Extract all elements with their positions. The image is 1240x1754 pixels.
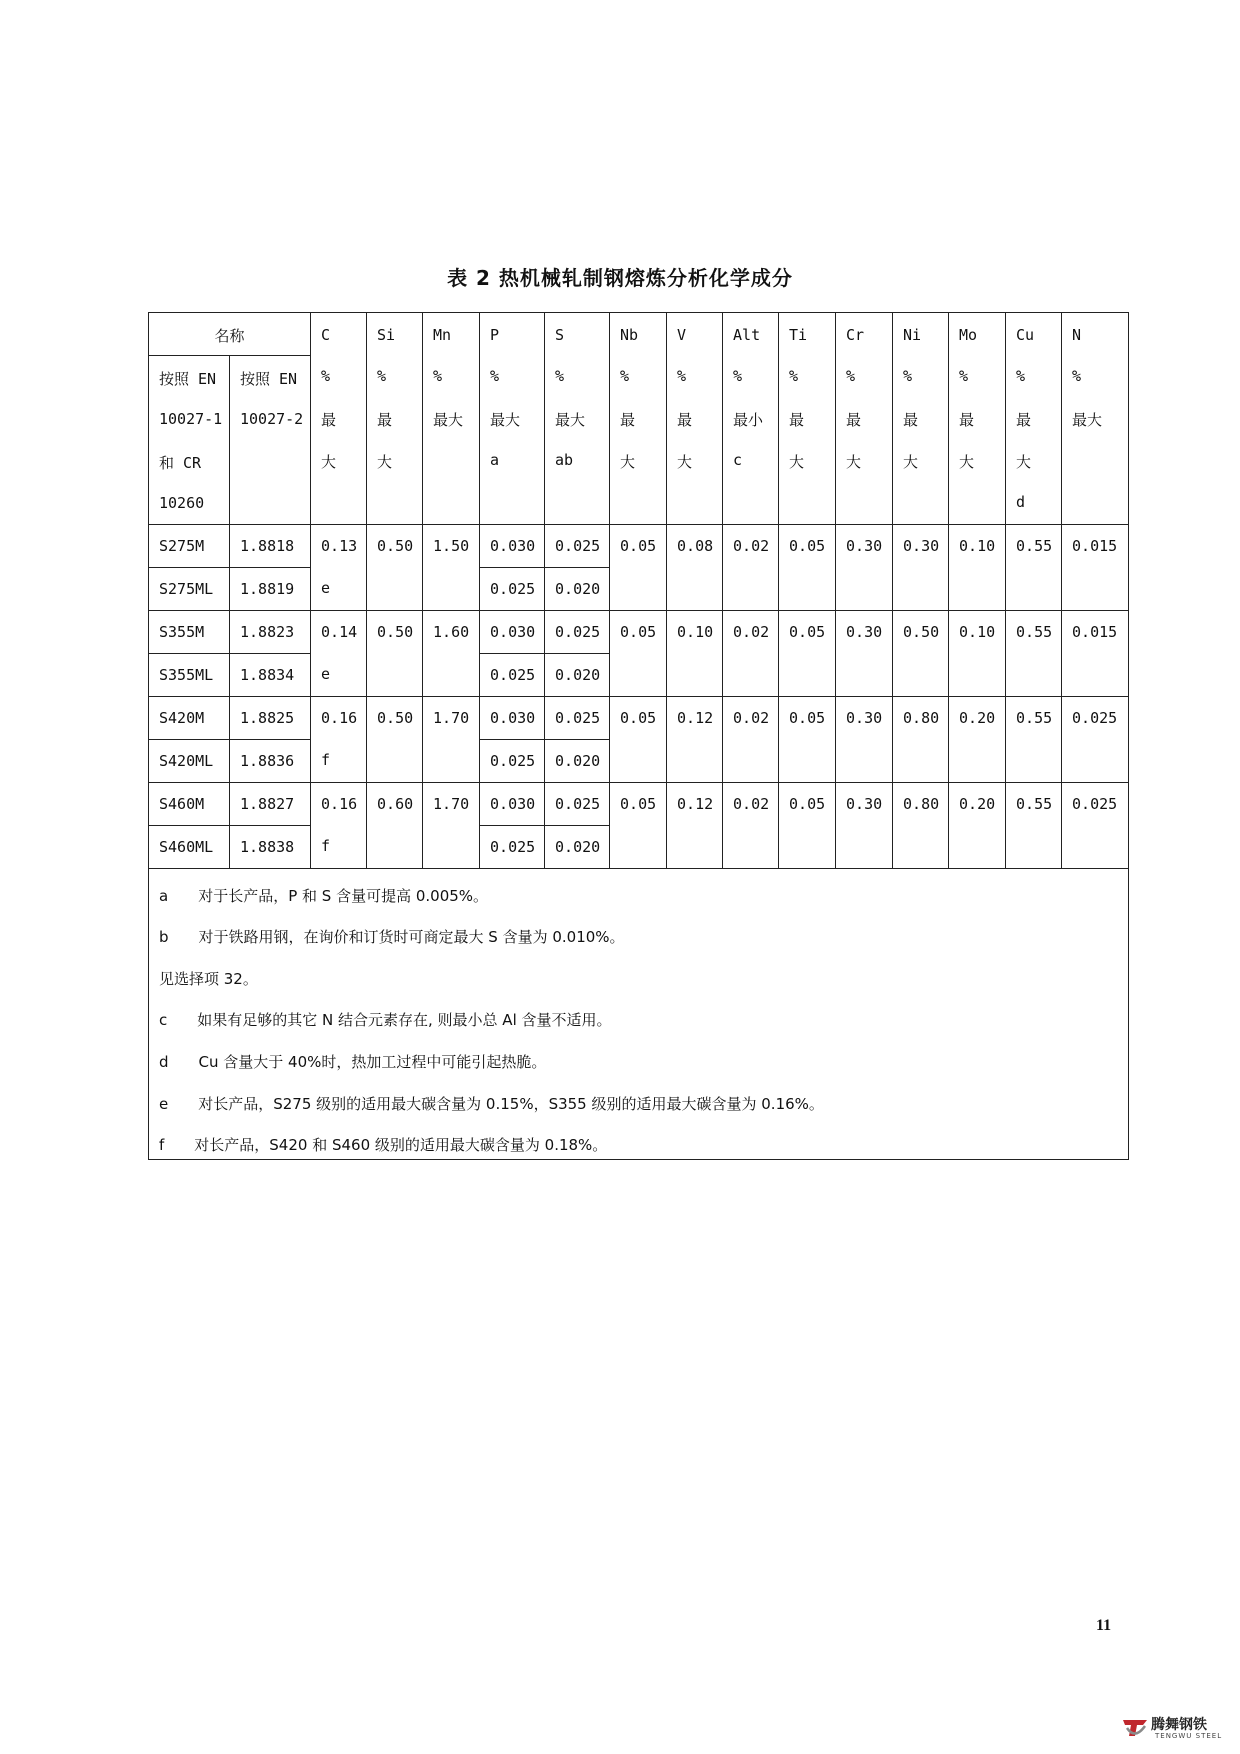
element-header-line: % [555, 367, 565, 385]
element-cell-p [480, 826, 545, 869]
standard-header-line: 按照 EN [159, 370, 217, 388]
element-cell-mn [423, 525, 480, 611]
element-header-line: 最 [677, 411, 693, 429]
steel-name-cell [149, 826, 230, 869]
notes-row [149, 869, 1129, 1160]
element-header-line: d [1016, 493, 1026, 511]
element-cell-nb [610, 783, 667, 869]
element-header-line: Cr [846, 326, 865, 344]
element-value: 0.30 [846, 537, 883, 555]
element-header [1006, 313, 1062, 525]
element-header-line: % [677, 367, 687, 385]
element-header-line: % [789, 367, 799, 385]
steel-name-cell [149, 697, 230, 740]
element-header-line: Ti [789, 326, 808, 344]
element-value: 0.20 [959, 795, 996, 813]
carbon-cell [311, 611, 367, 697]
element-header [311, 313, 367, 525]
element-cell-ti [779, 611, 836, 697]
element-value: 0.025 [490, 666, 536, 684]
element-value: 0.05 [620, 537, 657, 555]
header-row [149, 313, 1129, 356]
carbon-footnote: e [321, 579, 331, 597]
logo-name-en: TENGWU STEEL [1155, 1732, 1223, 1740]
steel-number-cell [230, 826, 311, 869]
element-value: 0.05 [789, 537, 826, 555]
element-cell-si [367, 611, 423, 697]
carbon-cell [311, 783, 367, 869]
element-cell-s [545, 525, 610, 568]
element-cell-s [545, 654, 610, 697]
steel-name: S420M [159, 709, 205, 727]
element-header-line: % [490, 367, 500, 385]
footnotes [149, 869, 1129, 1160]
element-header [723, 313, 779, 525]
element-header-line: 大 [903, 453, 919, 471]
element-cell-si [367, 783, 423, 869]
element-value: 0.60 [377, 795, 414, 813]
element-header-line: 大 [1016, 453, 1032, 471]
element-value: 0.030 [490, 709, 536, 727]
element-value: 0.020 [555, 838, 601, 856]
element-value: 1.60 [433, 623, 470, 641]
carbon-value: 0.14 [321, 623, 358, 641]
element-header-line: 最大 [433, 411, 464, 429]
element-header-line: Ni [903, 326, 922, 344]
element-cell-si [367, 697, 423, 783]
element-value: 0.020 [555, 752, 601, 770]
steel-number: 1.8838 [240, 838, 295, 856]
element-header-line: 大 [377, 453, 393, 471]
element-value: 0.05 [789, 709, 826, 727]
element-header-line: a [490, 451, 500, 469]
standard-header [230, 356, 311, 525]
element-cell-mn [423, 783, 480, 869]
carbon-footnote: f [321, 837, 331, 855]
element-header [667, 313, 723, 525]
element-cell-n [1062, 783, 1129, 869]
element-value: 0.030 [490, 537, 536, 555]
name-header-label: 名称 [214, 327, 245, 345]
element-value: 0.015 [1072, 623, 1118, 641]
element-value: 0.30 [846, 623, 883, 641]
element-cell-cu [1006, 525, 1062, 611]
element-cell-v [667, 525, 723, 611]
element-cell-si [367, 525, 423, 611]
element-header-line: Alt [733, 326, 761, 344]
element-cell-cr [836, 697, 893, 783]
element-value: 0.05 [620, 623, 657, 641]
element-header-line: % [620, 367, 630, 385]
element-header-line: 最 [321, 411, 337, 429]
element-value: 0.025 [490, 580, 536, 598]
element-value: 0.55 [1016, 795, 1053, 813]
element-value: 0.10 [677, 623, 714, 641]
element-header-line: % [959, 367, 969, 385]
element-header-line: ab [555, 451, 574, 469]
carbon-value: 0.16 [321, 795, 358, 813]
table-row [149, 611, 1129, 654]
element-header-line: % [846, 367, 856, 385]
element-value: 0.30 [903, 537, 940, 555]
element-value: 0.02 [733, 623, 770, 641]
element-cell-mn [423, 611, 480, 697]
element-value: 0.30 [846, 709, 883, 727]
element-value: 0.55 [1016, 537, 1053, 555]
logo-name-cn: 腾舞钢铁 [1151, 1717, 1207, 1733]
element-header-line: 大 [959, 453, 975, 471]
carbon-value: 0.13 [321, 537, 358, 555]
element-cell-nb [610, 525, 667, 611]
tengwu-logo-icon [1121, 1716, 1149, 1740]
table-row [149, 783, 1129, 826]
element-value: 0.05 [789, 795, 826, 813]
steel-name-cell [149, 654, 230, 697]
element-cell-p [480, 740, 545, 783]
name-header [149, 313, 311, 356]
steel-number: 1.8818 [240, 537, 295, 555]
element-header-line: c [733, 451, 743, 469]
element-value: 0.030 [490, 623, 536, 641]
standard-header-line: 10260 [159, 494, 205, 512]
element-cell-nb [610, 611, 667, 697]
element-cell-v [667, 783, 723, 869]
carbon-cell [311, 697, 367, 783]
element-cell-nb [610, 697, 667, 783]
element-value: 0.20 [959, 709, 996, 727]
element-header-line: 最 [846, 411, 862, 429]
element-cell-v [667, 697, 723, 783]
carbon-cell [311, 525, 367, 611]
steel-number: 1.8836 [240, 752, 295, 770]
element-header-line: % [433, 367, 443, 385]
element-header-line: % [321, 367, 331, 385]
element-cell-alt [723, 611, 779, 697]
element-header [779, 313, 836, 525]
element-header [610, 313, 667, 525]
element-cell-mo [949, 611, 1006, 697]
element-value: 0.50 [377, 623, 414, 641]
element-header-line: Nb [620, 326, 639, 344]
steel-number-cell [230, 697, 311, 740]
steel-number: 1.8823 [240, 623, 295, 641]
element-cell-alt [723, 783, 779, 869]
element-value: 0.30 [846, 795, 883, 813]
element-header-line: 最小 [733, 411, 764, 429]
element-header-line: V [677, 326, 687, 344]
element-value: 0.05 [789, 623, 826, 641]
element-header-line: % [903, 367, 913, 385]
element-header-line: 大 [677, 453, 693, 471]
element-cell-mo [949, 525, 1006, 611]
steel-number-cell [230, 654, 311, 697]
element-header-line: 最大 [555, 411, 586, 429]
element-value: 0.12 [677, 709, 714, 727]
element-cell-mo [949, 697, 1006, 783]
steel-name: S420ML [159, 752, 214, 770]
element-header-line: S [555, 326, 565, 344]
steel-name-cell [149, 568, 230, 611]
element-cell-n [1062, 525, 1129, 611]
element-cell-mo [949, 783, 1006, 869]
steel-name-cell [149, 611, 230, 654]
element-header [367, 313, 423, 525]
element-cell-n [1062, 697, 1129, 783]
steel-number: 1.8819 [240, 580, 295, 598]
steel-name: S275M [159, 537, 205, 555]
steel-number-cell [230, 525, 311, 568]
element-header-line: % [1016, 367, 1026, 385]
element-header-line: 大 [789, 453, 805, 471]
element-cell-cu [1006, 697, 1062, 783]
footnote: 见选择项 32。 [159, 970, 258, 988]
element-value: 0.50 [903, 623, 940, 641]
element-cell-alt [723, 525, 779, 611]
element-cell-s [545, 568, 610, 611]
element-value: 0.02 [733, 709, 770, 727]
element-cell-p [480, 783, 545, 826]
element-header-line: % [377, 367, 387, 385]
steel-number: 1.8834 [240, 666, 295, 684]
element-cell-cr [836, 611, 893, 697]
element-header [893, 313, 949, 525]
element-header-line: 最 [789, 411, 805, 429]
element-cell-p [480, 568, 545, 611]
steel-name-cell [149, 525, 230, 568]
element-cell-v [667, 611, 723, 697]
element-header-line: P [490, 326, 500, 344]
element-header [423, 313, 480, 525]
element-cell-mn [423, 697, 480, 783]
element-cell-ni [893, 525, 949, 611]
element-header-line: 最 [1016, 411, 1032, 429]
element-header-line: 大 [321, 453, 337, 471]
standard-header-line: 和 CR [159, 454, 202, 472]
element-header-line: % [1072, 367, 1082, 385]
standard-header-line: 10027-1 [159, 410, 223, 428]
element-cell-s [545, 611, 610, 654]
element-header-line: 大 [620, 453, 636, 471]
element-header [1062, 313, 1129, 525]
element-value: 0.020 [555, 580, 601, 598]
element-value: 0.025 [555, 795, 601, 813]
element-cell-ti [779, 525, 836, 611]
company-logo [1121, 1712, 1231, 1744]
element-header-line: 最 [959, 411, 975, 429]
steel-name: S355M [159, 623, 205, 641]
steel-number-cell [230, 611, 311, 654]
element-cell-s [545, 783, 610, 826]
element-header-line: Cu [1016, 326, 1035, 344]
carbon-footnote: e [321, 665, 331, 683]
element-cell-p [480, 611, 545, 654]
footnote: b 对于铁路用钢，在询价和订货时可商定最大 S 含量为 0.010%。 [159, 928, 625, 946]
element-header [480, 313, 545, 525]
element-header [836, 313, 893, 525]
element-header-line: C [321, 326, 331, 344]
carbon-value: 0.16 [321, 709, 358, 727]
element-value: 0.025 [490, 838, 536, 856]
element-value: 0.025 [490, 752, 536, 770]
footnote: a 对于长产品，P 和 S 含量可提高 0.005%。 [159, 887, 489, 905]
element-cell-cr [836, 525, 893, 611]
element-value: 1.70 [433, 709, 470, 727]
element-header-line: 最 [377, 411, 393, 429]
element-value: 0.025 [1072, 795, 1118, 813]
steel-number-cell [230, 740, 311, 783]
element-header-line: 大 [846, 453, 862, 471]
footnote: f 对长产品，S420 和 S460 级别的适用最大碳含量为 0.18%。 [159, 1136, 608, 1154]
element-header-line: 最 [620, 411, 636, 429]
element-value: 0.020 [555, 666, 601, 684]
element-value: 0.12 [677, 795, 714, 813]
element-cell-cr [836, 783, 893, 869]
steel-name: S460M [159, 795, 205, 813]
element-cell-p [480, 525, 545, 568]
element-header [949, 313, 1006, 525]
steel-name-cell [149, 740, 230, 783]
steel-name: S355ML [159, 666, 214, 684]
element-cell-cu [1006, 611, 1062, 697]
steel-name: S275ML [159, 580, 214, 598]
element-header-line: 最 [903, 411, 919, 429]
element-cell-n [1062, 611, 1129, 697]
element-cell-ni [893, 697, 949, 783]
element-cell-ni [893, 611, 949, 697]
chemical-composition-table [148, 312, 1129, 1160]
steel-number: 1.8825 [240, 709, 295, 727]
element-value: 0.80 [903, 709, 940, 727]
steel-name: S460ML [159, 838, 214, 856]
element-cell-ni [893, 783, 949, 869]
element-header-line: N [1072, 326, 1082, 344]
element-cell-s [545, 740, 610, 783]
table-row [149, 697, 1129, 740]
element-value: 0.08 [677, 537, 714, 555]
element-cell-ti [779, 697, 836, 783]
element-value: 0.015 [1072, 537, 1118, 555]
element-header-line: Mn [433, 326, 452, 344]
element-cell-p [480, 654, 545, 697]
element-value: 0.50 [377, 709, 414, 727]
standard-header-line: 10027-2 [240, 410, 304, 428]
element-value: 1.50 [433, 537, 470, 555]
element-value: 0.55 [1016, 709, 1053, 727]
steel-name-cell [149, 783, 230, 826]
element-cell-p [480, 697, 545, 740]
element-header-line: Si [377, 326, 396, 344]
element-header-line: % [733, 367, 743, 385]
steel-number-cell [230, 568, 311, 611]
element-header-line: 最大 [490, 411, 521, 429]
element-value: 0.10 [959, 623, 996, 641]
element-cell-ti [779, 783, 836, 869]
element-value: 0.025 [555, 537, 601, 555]
element-value: 0.80 [903, 795, 940, 813]
element-cell-alt [723, 697, 779, 783]
footnote: e 对长产品，S275 级别的适用最大碳含量为 0.15%，S355 级别的适用最大碳含量为 0.16%。 [159, 1095, 824, 1113]
table-title: 表 2 热机械轧制钢熔炼分析化学成分 [447, 266, 793, 290]
element-header-line: 最大 [1072, 411, 1103, 429]
carbon-footnote: f [321, 751, 331, 769]
element-value: 0.025 [555, 623, 601, 641]
element-cell-s [545, 697, 610, 740]
steel-number-cell [230, 783, 311, 826]
element-value: 0.50 [377, 537, 414, 555]
element-value: 0.02 [733, 537, 770, 555]
footnote: c 如果有足够的其它 N 结合元素存在, 则最小总 Al 含量不适用。 [159, 1011, 612, 1029]
element-cell-cu [1006, 783, 1062, 869]
table-row [149, 525, 1129, 568]
element-value: 0.02 [733, 795, 770, 813]
element-value: 0.030 [490, 795, 536, 813]
element-header-line: Mo [959, 326, 978, 344]
element-value: 0.025 [555, 709, 601, 727]
element-value: 0.025 [1072, 709, 1118, 727]
element-header [545, 313, 610, 525]
element-cell-s [545, 826, 610, 869]
element-value: 0.05 [620, 795, 657, 813]
element-value: 0.10 [959, 537, 996, 555]
standard-header [149, 356, 230, 525]
element-value: 0.55 [1016, 623, 1053, 641]
page-number: 11 [1096, 1617, 1112, 1634]
steel-number: 1.8827 [240, 795, 295, 813]
footnote: d Cu 含量大于 40%时，热加工过程中可能引起热脆。 [159, 1053, 547, 1071]
element-value: 0.05 [620, 709, 657, 727]
standard-header-line: 按照 EN [240, 370, 298, 388]
element-value: 1.70 [433, 795, 470, 813]
